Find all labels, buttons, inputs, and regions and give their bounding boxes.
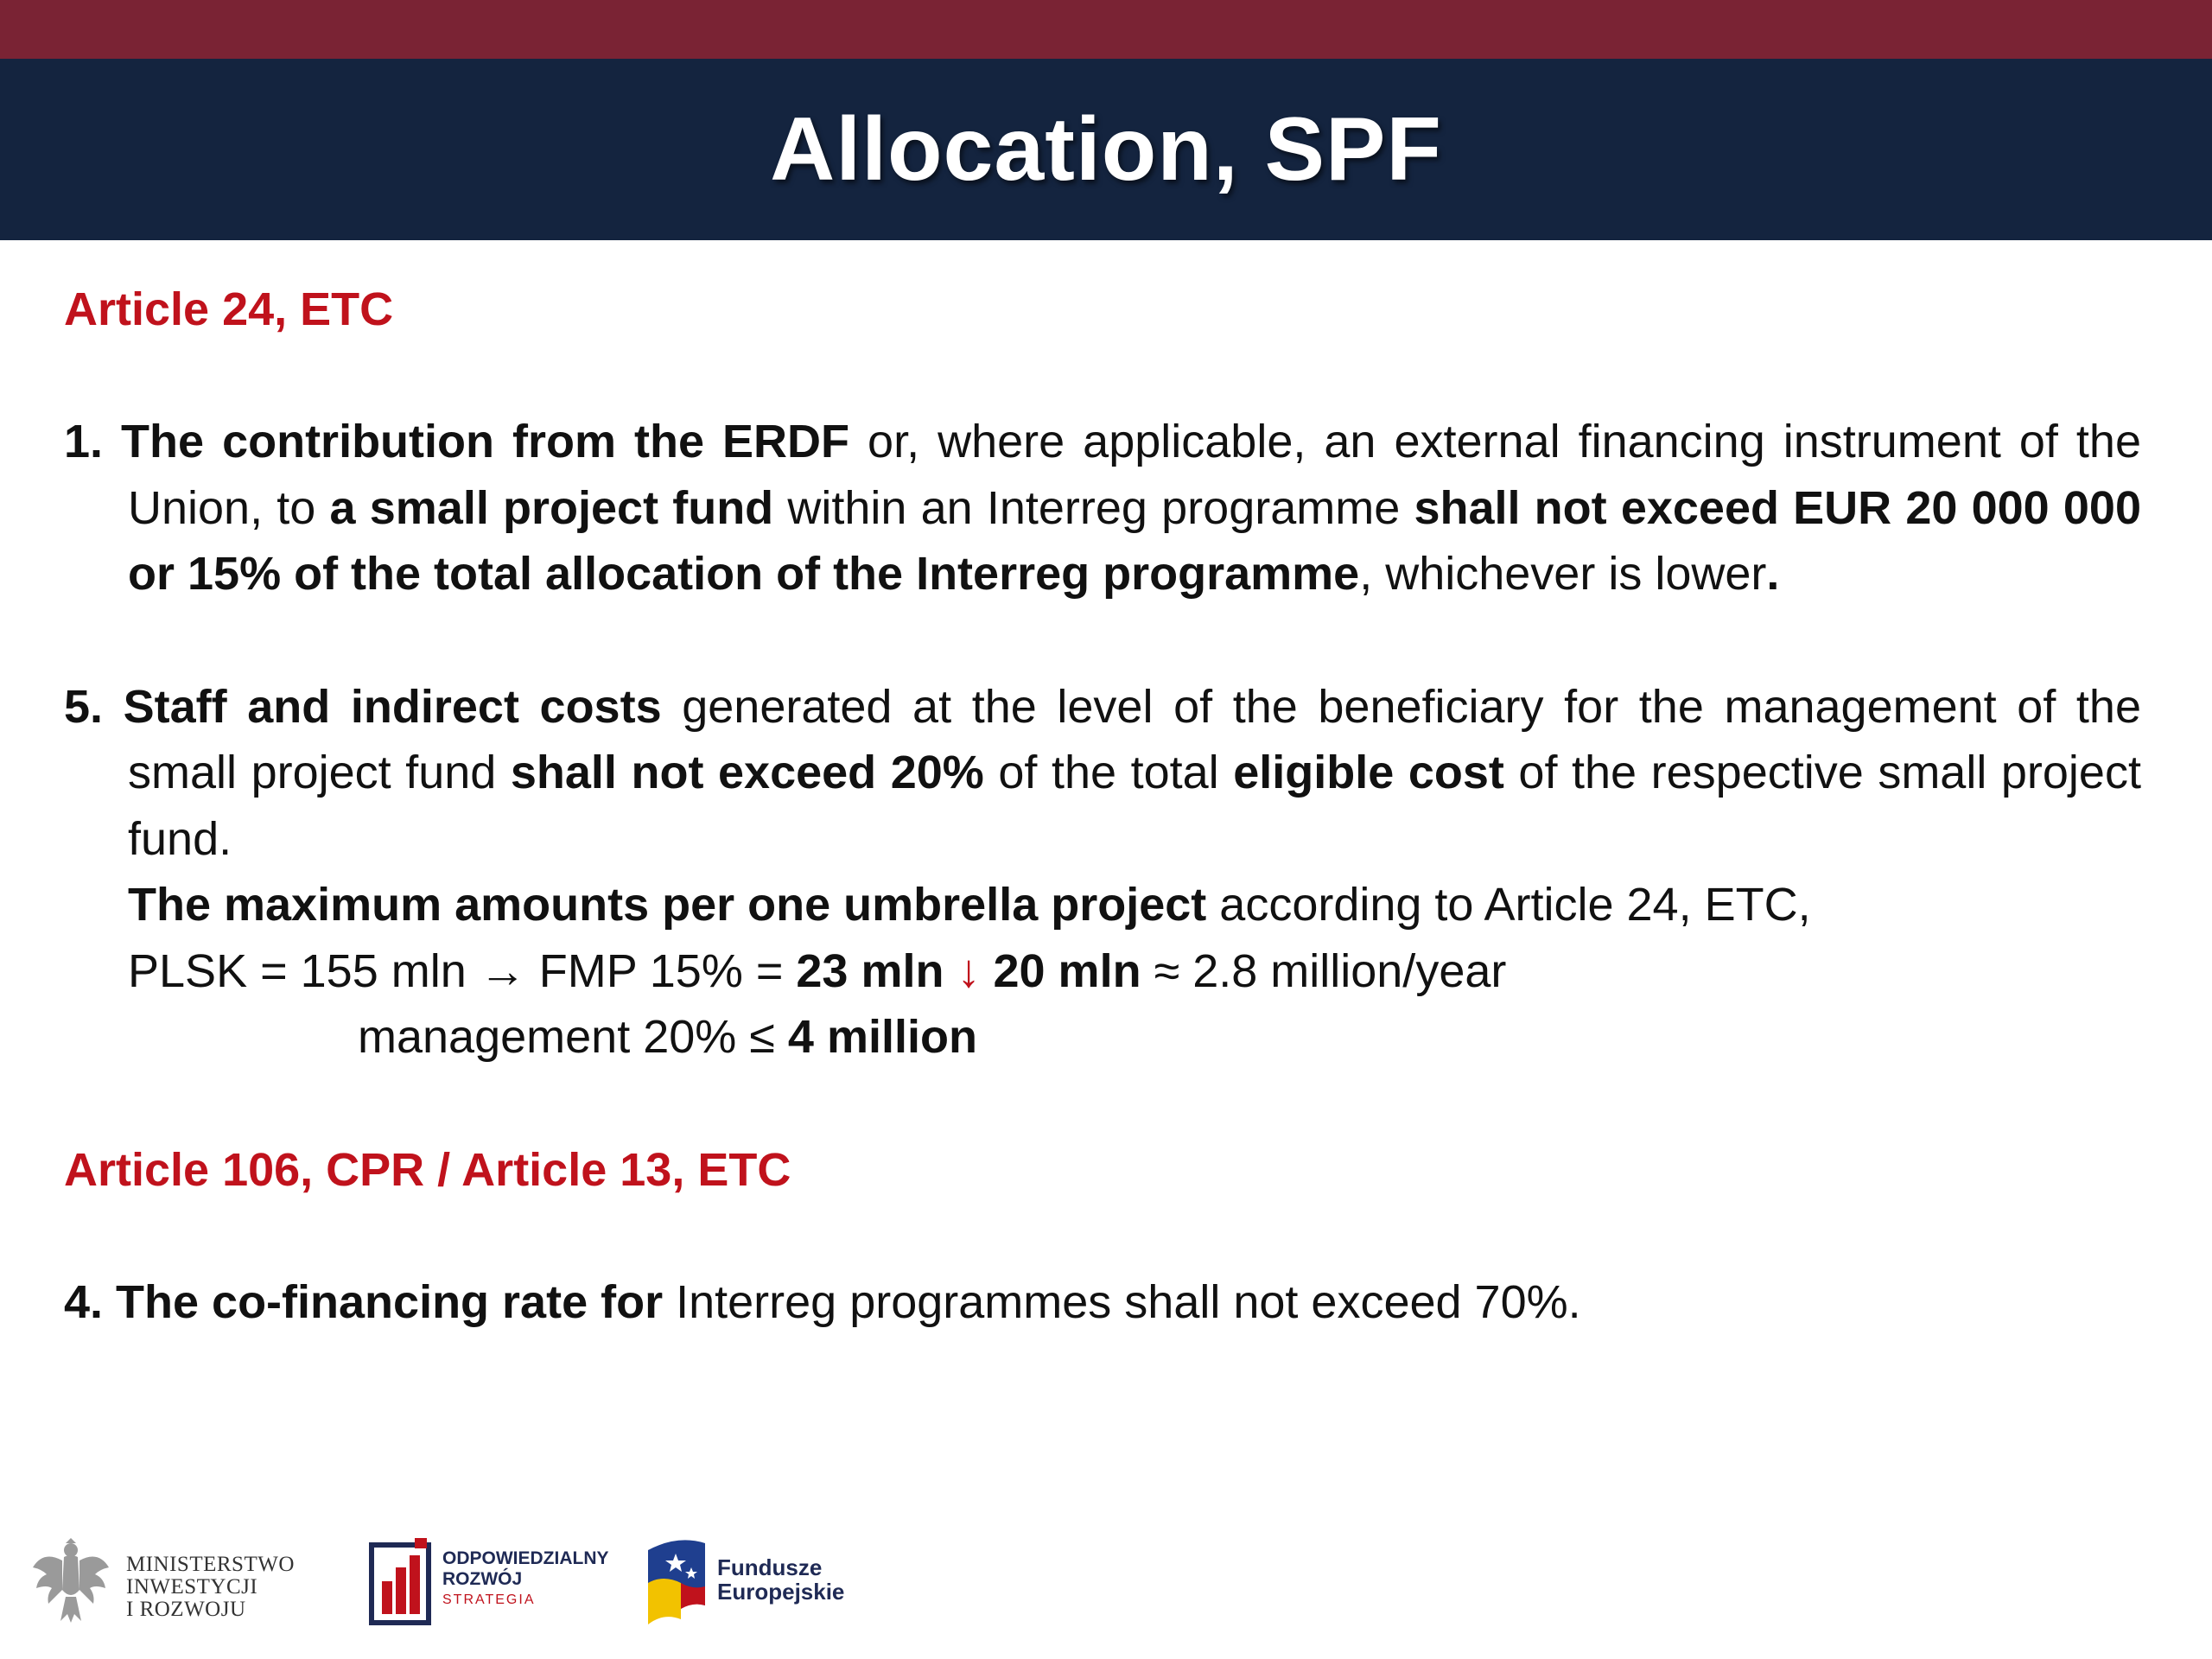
fundusze-europejskie-logo — [646, 1533, 888, 1630]
section-heading-article-106: Article 106, CPR / Article 13, ETC — [64, 1143, 791, 1196]
ministry-name: MINISTERSTWO INWESTYCJI I ROZWOJU — [126, 1553, 295, 1621]
fundusze-europejskie-text: Fundusze Europejskie — [717, 1554, 845, 1605]
management-line: management 20% ≤ 4 million — [358, 1011, 977, 1063]
odpowiedzialny-rozwoj-text: ODPOWIEDZIALNY ROZWÓJ STRATEGIA — [442, 1548, 609, 1607]
title-bar — [0, 59, 2212, 240]
top-accent-stripe — [0, 0, 2212, 59]
paragraph-1: 1. The contribution from the ERDF or, where applicable, an external financing instrument of the Union, to a small project fund within an Interreg programme shall not exceed EUR 20 000 000 or 15% of the total allocation of the Interreg programme, whichever is lower. — [64, 416, 2141, 600]
calculation-line: PLSK = 155 mln → FMP 15% = 23 mln ↓ 20 mln ≈ 2.8 million/year — [128, 944, 1507, 997]
slide-content — [64, 276, 2141, 1335]
eagle-emblem-icon — [31, 1538, 111, 1624]
slide-title: Allocation, SPF — [770, 99, 1442, 200]
paragraph-4: 4. The co-financing rate for Interreg programmes shall not exceed 70%. — [64, 1275, 1581, 1328]
eu-funds-flag-icon — [646, 1533, 707, 1630]
section-heading-article-24: Article 24, ETC — [64, 283, 394, 335]
paragraph-5: 5. Staff and indirect costs generated at the level of the beneficiary for the management of the small project fund shall not exceed 20% of the total eligible cost of the respective small project fund. — [64, 680, 2141, 865]
footer-logos — [31, 1529, 982, 1633]
bar-chart-logo-icon — [368, 1536, 432, 1626]
ministry-logo — [31, 1538, 308, 1624]
down-arrow-icon: ↓ — [944, 944, 994, 997]
odpowiedzialny-rozwoj-logo — [368, 1536, 627, 1626]
max-amounts-line: The maximum amounts per one umbrella project according to Article 24, ETC, — [128, 879, 1811, 931]
